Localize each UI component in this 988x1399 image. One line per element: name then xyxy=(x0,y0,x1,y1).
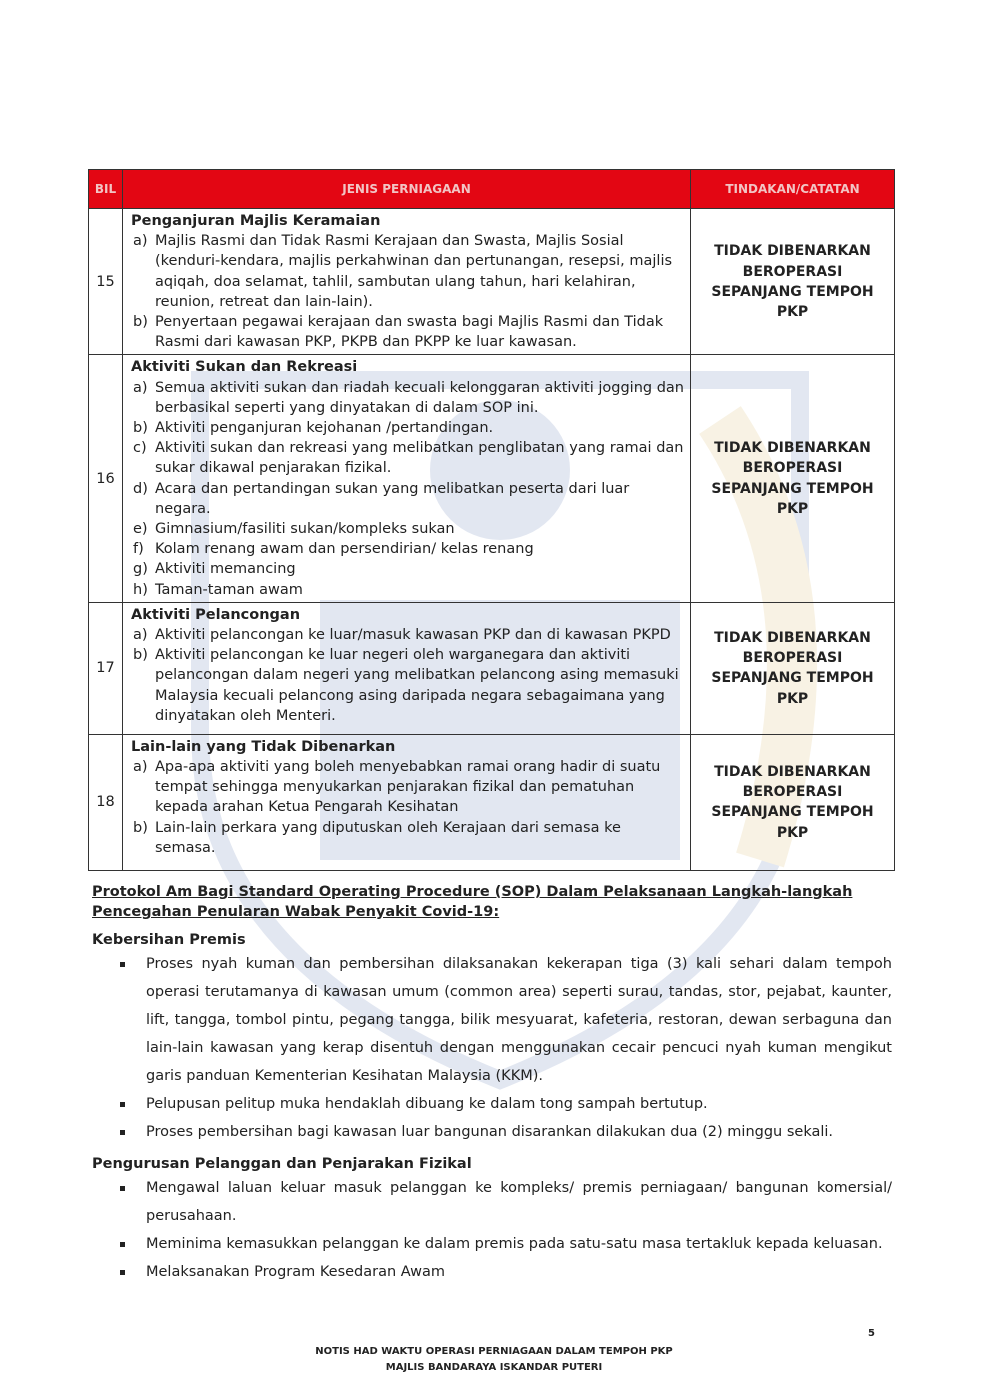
footer-line-notice: NOTIS HAD WAKTU OPERASI PERNIAGAAN DALAM TEMPOH PKP xyxy=(315,1346,673,1357)
list-item: Mengawal laluan keluar masuk pelanggan ke kompleks/ premis perniagaan/ bangunan komersial/ perusahaan. xyxy=(120,1174,892,1230)
table-row xyxy=(89,209,895,355)
row-number: 16 xyxy=(89,355,123,602)
section-heading-kebersihan-premis: Kebersihan Premis xyxy=(92,932,246,948)
list-item: Melaksanakan Program Kesedaran Awam xyxy=(120,1258,892,1286)
bullet-list xyxy=(92,1174,892,1286)
header-bil: BIL xyxy=(89,170,123,209)
list-item: b) Aktiviti pelancongan ke luar negeri oleh warganegara dan aktiviti pelancongan dalam negeri yang melibatkan pelancong asing memasuki Malaysia kecuali pelancong asing daripada negara sebagaimana yang dinyatakan oleh Menteri. xyxy=(133,647,679,724)
list-item: a) Aktiviti pelancongan ke luar/masuk kawasan PKP dan di kawasan PKPD xyxy=(133,627,671,644)
section-title: Lain-lain yang Tidak Dibenarkan xyxy=(131,738,396,755)
list-item: Proses pembersihan bagi kawasan luar bangunan disarankan dilakukan dua (2) minggu sekali. xyxy=(120,1118,892,1146)
header-jenis-perniagaan: JENIS PERNIAGAAN xyxy=(123,170,691,209)
list-item: h) Taman-taman awam xyxy=(133,581,303,598)
header-tindakan: TINDAKAN/CATATAN xyxy=(691,170,895,209)
page-number: 5 xyxy=(868,1328,875,1339)
list-item: b) Aktiviti penganjuran kejohanan /pertandingan. xyxy=(133,420,494,437)
row-action: TIDAK DIBENARKAN BEROPERASI SEPANJANG TEMPOH PKP xyxy=(691,355,895,602)
row-action: TIDAK DIBENARKAN BEROPERASI SEPANJANG TEMPOH PKP xyxy=(691,734,895,870)
protocol-section xyxy=(92,882,892,1286)
row-description xyxy=(123,209,691,355)
page-footer xyxy=(0,1344,988,1376)
row-action: TIDAK DIBENARKAN BEROPERASI SEPANJANG TEMPOH PKP xyxy=(691,602,895,734)
list-item: c) Aktiviti sukan dan rekreasi yang melibatkan penglibatan yang ramai dan sukar dikawal penjarakan fizikal. xyxy=(133,440,684,477)
row-number: 18 xyxy=(89,734,123,870)
section-heading-pengurusan-pelanggan: Pengurusan Pelanggan dan Penjarakan Fizikal xyxy=(92,1156,472,1172)
list-item: d) Acara dan pertandingan sukan yang melibatkan peserta dari luar negara. xyxy=(133,480,630,517)
section-title: Penganjuran Majlis Keramaian xyxy=(131,213,381,229)
protocol-title: Protokol Am Bagi Standard Operating Procedure (SOP) Dalam Pelaksanaan Langkah-langkah Pencegahan Penularan Wabak Penyakit Covid-19: xyxy=(92,884,853,920)
list-item: b) Penyertaan pegawai kerajaan dan swasta bagi Majlis Rasmi dan Tidak Rasmi dari kawasan PKP, PKPB dan PKPP ke luar kawasan. xyxy=(133,314,664,351)
row-description xyxy=(123,602,691,734)
row-action: TIDAK DIBENARKAN BEROPERASI SEPANJANG TEMPOH PKP xyxy=(691,209,895,355)
list-item: b) Lain-lain perkara yang diputuskan oleh Kerajaan dari semasa ke semasa. xyxy=(133,819,621,856)
list-item: a) Apa-apa aktiviti yang boleh menyebabkan ramai orang hadir di suatu tempat sehingga menyukarkan penjarakan fizikal dan pematuhan kepada arahan Ketua Pengarah Kesihatan xyxy=(133,759,661,816)
section-title: Aktiviti Pelancongan xyxy=(131,606,301,623)
table-row xyxy=(89,602,895,734)
bullet-list xyxy=(92,950,892,1146)
list-item: g) Aktiviti memancing xyxy=(133,561,296,578)
list-item: a) Semua aktiviti sukan dan riadah kecuali kelonggaran aktiviti jogging dan berbasikal seperti yang dinyatakan di dalam SOP ini. xyxy=(133,379,684,416)
business-activity-table xyxy=(88,169,895,871)
list-item: f) Kolam renang awam dan persendirian/ kelas renang xyxy=(133,541,534,558)
list-item: Pelupusan pelitup muka hendaklah dibuang ke dalam tong sampah bertutup. xyxy=(120,1090,892,1118)
list-item: Meminima kemasukkan pelanggan ke dalam premis pada satu-satu masa tertakluk kepada keluasan. xyxy=(120,1230,892,1258)
footer-line-council: MAJLIS BANDARAYA ISKANDAR PUTERI xyxy=(385,1362,603,1373)
row-description xyxy=(123,355,691,602)
section-title: Aktiviti Sukan dan Rekreasi xyxy=(131,359,358,376)
list-item: e) Gimnasium/fasiliti sukan/kompleks sukan xyxy=(133,521,455,538)
list-item: a) Majlis Rasmi dan Tidak Rasmi Kerajaan dan Swasta, Majlis Sosial (kenduri-kendara, majlis perkahwinan dan pertunangan, resepsi, majlis aqiqah, doa selamat, tahlil, sambutan ulang tahun, hari kelahiran, reunion, retreat dan lain-lain). xyxy=(133,233,673,310)
row-description xyxy=(123,734,691,870)
table-row xyxy=(89,734,895,870)
row-number: 15 xyxy=(89,209,123,355)
row-number: 17 xyxy=(89,602,123,734)
list-item: Proses nyah kuman dan pembersihan dilaksanakan kekerapan tiga (3) kali sehari dalam tempoh operasi terutamanya di kawasan umum (common area) seperti surau, tandas, stor, pejabat, kaunter, lift, tangga, tombol pintu, pegang tangga, bilik mesyuarat, kafeteria, restoran, dewan serbaguna dan lain-lain kawasan yang kerap disentuh dengan menggunakan cecair pencuci nyah kuman mengikut garis panduan Kementerian Kesihatan Malaysia (KKM). xyxy=(120,950,892,1090)
table-header-row xyxy=(89,170,895,209)
table-row xyxy=(89,355,895,602)
